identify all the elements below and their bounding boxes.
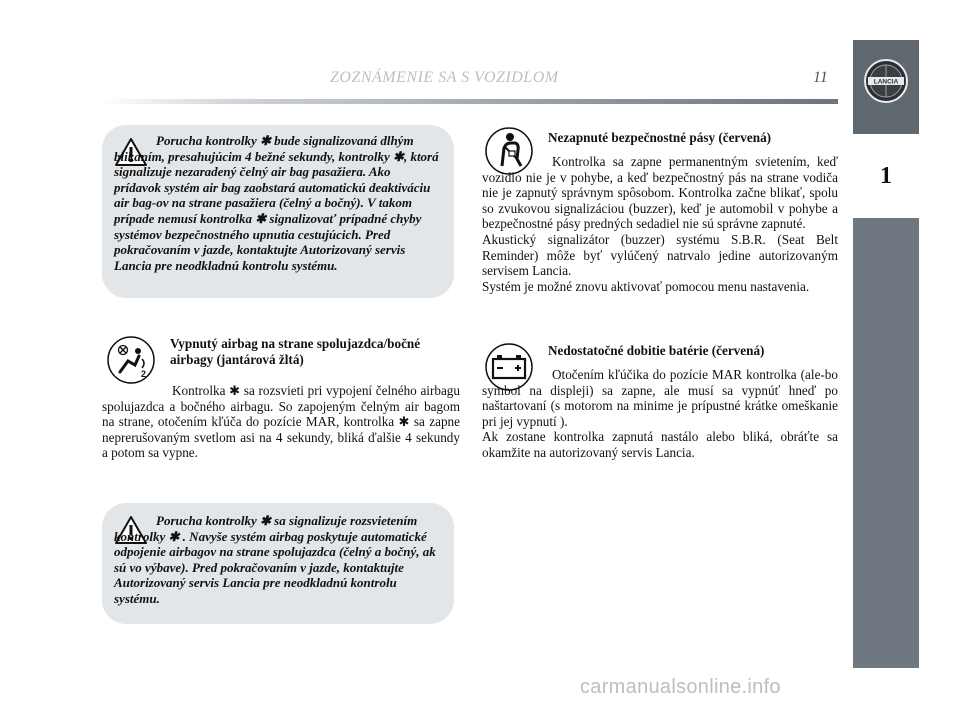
chapter-sidebar <box>853 40 919 668</box>
airbag-off-icon <box>106 335 156 385</box>
seat-belt-title: Nezapnuté bezpečnostné pásy (červená) <box>548 130 772 145</box>
chapter-tab[interactable]: 1 <box>853 134 919 218</box>
warning-text-1: Porucha kontrolky ✱ bude signalizovaná dlhým blikaním, presahujúcim 4 bežné sekundy, kontrolky ✱, ktorá signalizuje nezaradený čelný air bag pasažiera. Ako prídavok systém air bag zaobstará automatickú deaktiváciu air bag-ov na strane pasažiera (čelný a bočný). V takom prípade nemusí kontrolka ✱ signalizovať prípadné chyby systémov bezpečnostného upnutia cestujúcich. Pred pokračovaním v jazde, kontaktujte Autorizovaný servis Lancia pre neodkladnú kontrolu systému. <box>114 133 439 273</box>
airbag-off-body <box>102 383 460 461</box>
seat-belt-text-2: Akustický signalizátor (buzzer) systému S.B.R. (Seat Belt Reminder) môže byť vylúčený natrvalo jedine autorizovaným servisem Lancia. <box>482 231 838 279</box>
warning-box-2 <box>102 503 454 624</box>
svg-text:LANCIA: LANCIA <box>873 78 899 86</box>
airbag-off-text: Kontrolka ✱ sa rozsvieti pri vypojení čelného airbagu spolujazdca a bočného airbagu. So zapojeným čelným air bagom na strane, otočením kľúča do pozície MAR, kontrolka ✱ sa zapne neprerušovaným svetlom asi na 4 sekundy, bliká ďalšie 4 sekundy a potom sa vypne. <box>102 383 460 461</box>
warning-box-1 <box>102 125 454 298</box>
page-number: 11 <box>813 69 828 86</box>
svg-text:2: 2 <box>141 369 147 379</box>
page-header-title: ZOZNÁMENIE SA S VOZIDLOM <box>330 69 559 86</box>
seat-belt-text-3: Systém je možné znovu aktivovať pomocou menu nastavenia. <box>482 278 810 294</box>
battery-body <box>482 367 838 461</box>
battery-title: Nedostatočné dobitie batérie (červená) <box>548 343 765 358</box>
battery-text-1: Otočením kľúčika do pozície MAR kontrolka (ale-bo symbol na displeji) sa zapne, ale musí sa vypnúť hneď po naštartovaní (s motorom na minime je prípustné krátke omeškanie pri jej vypnutí ). <box>482 367 838 429</box>
seat-belt-text-1: Kontrolka sa zapne permanentným svietením, keď vozidlo nie je v pohybe, a keď bezpečnostný pás na strane vodiča nie je zapnutý správnym spôsobom. Kontrolka začne blikať, spolu so zvukovou signalizáciou (buzzer), keď je automobil v pohybe a bezpečnostné pásy predných sedadiel nie sú správne zapnuté. <box>482 154 838 232</box>
header-rule <box>100 99 838 104</box>
battery-text-2: Ak zostane kontrolka zapnutá nastálo alebo bliká, obráťte sa okamžite na autorizovaný servis Lancia. <box>482 429 838 460</box>
sidebar-logo-area <box>853 40 919 134</box>
lancia-logo-icon <box>863 58 909 104</box>
seat-belt-body <box>482 154 838 294</box>
watermark: carmanualsonline.info <box>580 676 781 698</box>
warning-text-2: Porucha kontrolky ✱ sa signalizuje rozsvietením kontrolky ✱ . Navyše systém airbag poskytuje automatické odpojenie airbagov na strane spolujazdca (čelný a bočný, ak sú vo výbave). Pred pokračovaním v jazde, kontaktujte Autorizovaný servis Lancia pre neodkladnú kontrolu systému. <box>114 513 436 606</box>
airbag-off-title: Vypnutý airbag na strane spolujazdca/bočné airbagy (jantárová žltá) <box>170 336 421 367</box>
